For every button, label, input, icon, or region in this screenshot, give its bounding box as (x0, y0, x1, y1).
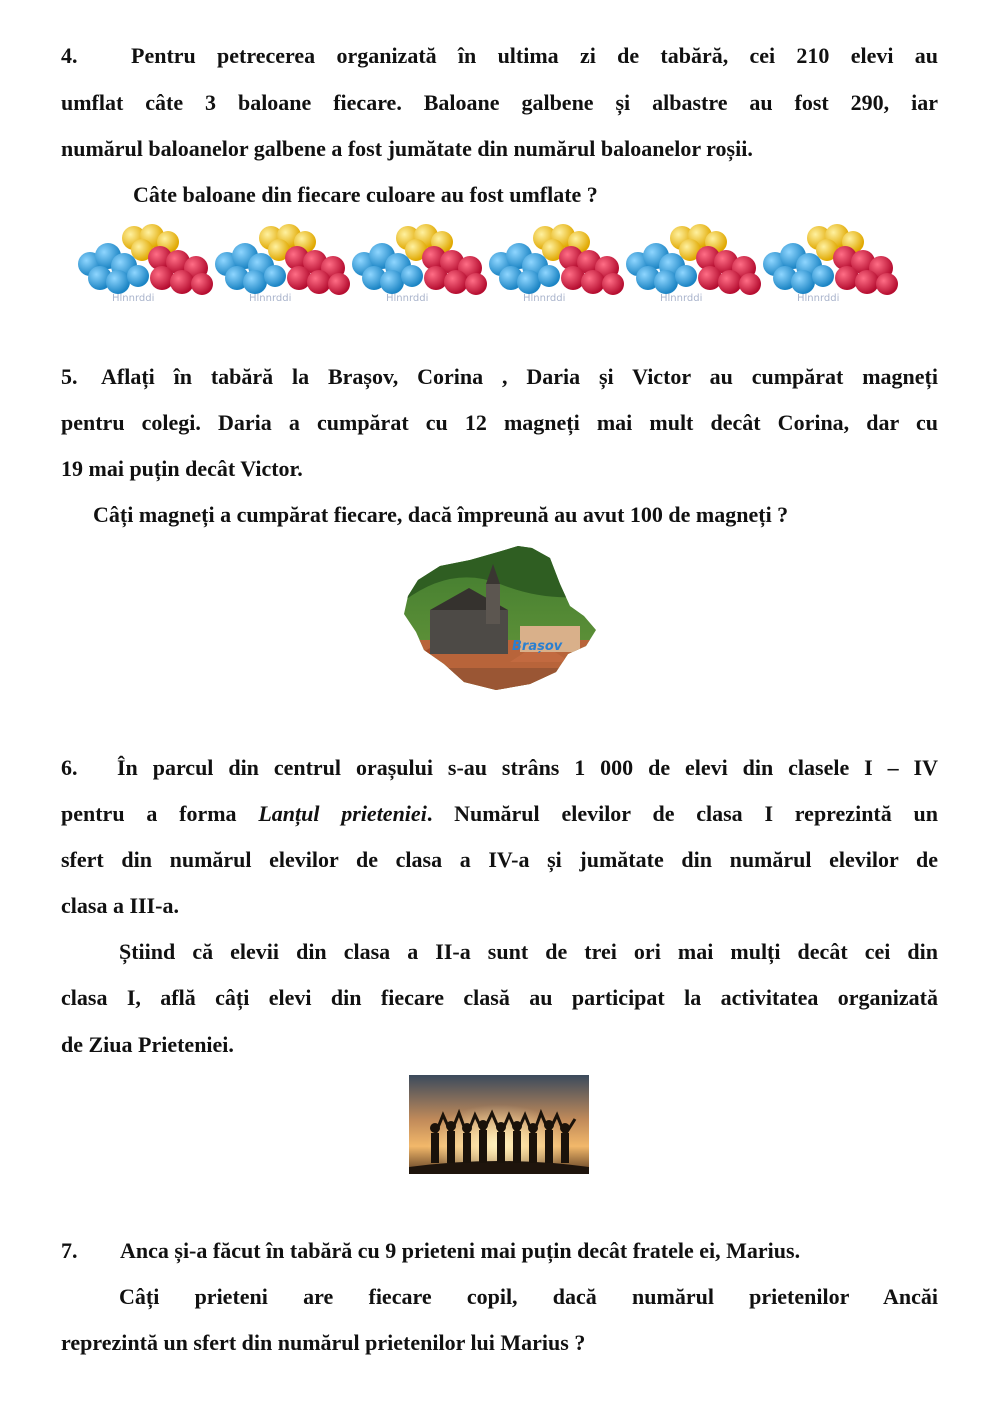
brasov-map-image (400, 544, 600, 692)
problem5-question: Câți magneți a cumpărat fiecare, dacă împreună au avut 100 de magneți ? (93, 502, 789, 527)
problem6-line2: pentru a forma Lanțul prieteniei. Numărul elevilor de clasa I reprezintă un (61, 801, 939, 826)
problem4-question: Câte baloane din fiecare culoare au fost umflate ? (133, 182, 598, 207)
problem6-line5: Știind că elevii din clasa a II-a sunt de trei ori mai mulți decât cei din (119, 939, 938, 964)
problem5-line2: pentru colegi. Daria a cumpărat cu 12 magneți mai mult decât Corina, dar cu (61, 410, 938, 435)
problem6-number: 6. (61, 755, 78, 780)
problem6-line1: 6. În parcul din centrul orașului s-au strâns 1 000 de elevi din clasele I – IV (61, 753, 938, 783)
friends-silhouette-photo (409, 1075, 589, 1174)
problem7-number: 7. (61, 1238, 78, 1263)
problem4-line1: 4. Pentru petrecerea organizată în ultima zi de tabără, cei 210 elevi au (61, 41, 938, 71)
problem6-line3: sfert din numărul elevilor de clasa a IV-a și jumătate din numărul elevilor de (61, 847, 938, 872)
problem4-number: 4. (61, 43, 78, 68)
problem7-line2: Câți prieteni are fiecare copil, dacă numărul prietenilor Ancăi (119, 1284, 938, 1309)
problem4-line3: numărul baloanelor galbene a fost jumătate din numărul baloanelor roșii. (61, 136, 753, 161)
brasov-label: Brașov (512, 639, 563, 654)
problem6-line6: clasa I, află câți elevi din fiecare clasă au participat la activitatea organizată (61, 985, 938, 1010)
problem7-line1: 7. Anca și-a făcut în tabără cu 9 prieteni mai puțin decât fratele ei, Marius. (61, 1236, 938, 1266)
balloons-icon (78, 222, 908, 304)
problem4-line2: umflat câte 3 baloane fiecare. Baloane galbene și albastre au fost 290, iar (61, 90, 938, 115)
problem6-line7: de Ziua Prieteniei. (61, 1032, 234, 1057)
problem7-line3: reprezintă un sfert din numărul prietenilor lui Marius ? (61, 1330, 586, 1355)
problem6-line4: clasa a III-a. (61, 893, 179, 918)
problem5-line1: 5. Aflați în tabără la Brașov, Corina , Daria și Victor au cumpărat magneți (61, 362, 938, 392)
problem5-number: 5. (61, 364, 78, 389)
chain-of-friendship-title: Lanțul prieteniei (258, 801, 427, 826)
problem5-line3: 19 mai puțin decât Victor. (61, 456, 303, 481)
